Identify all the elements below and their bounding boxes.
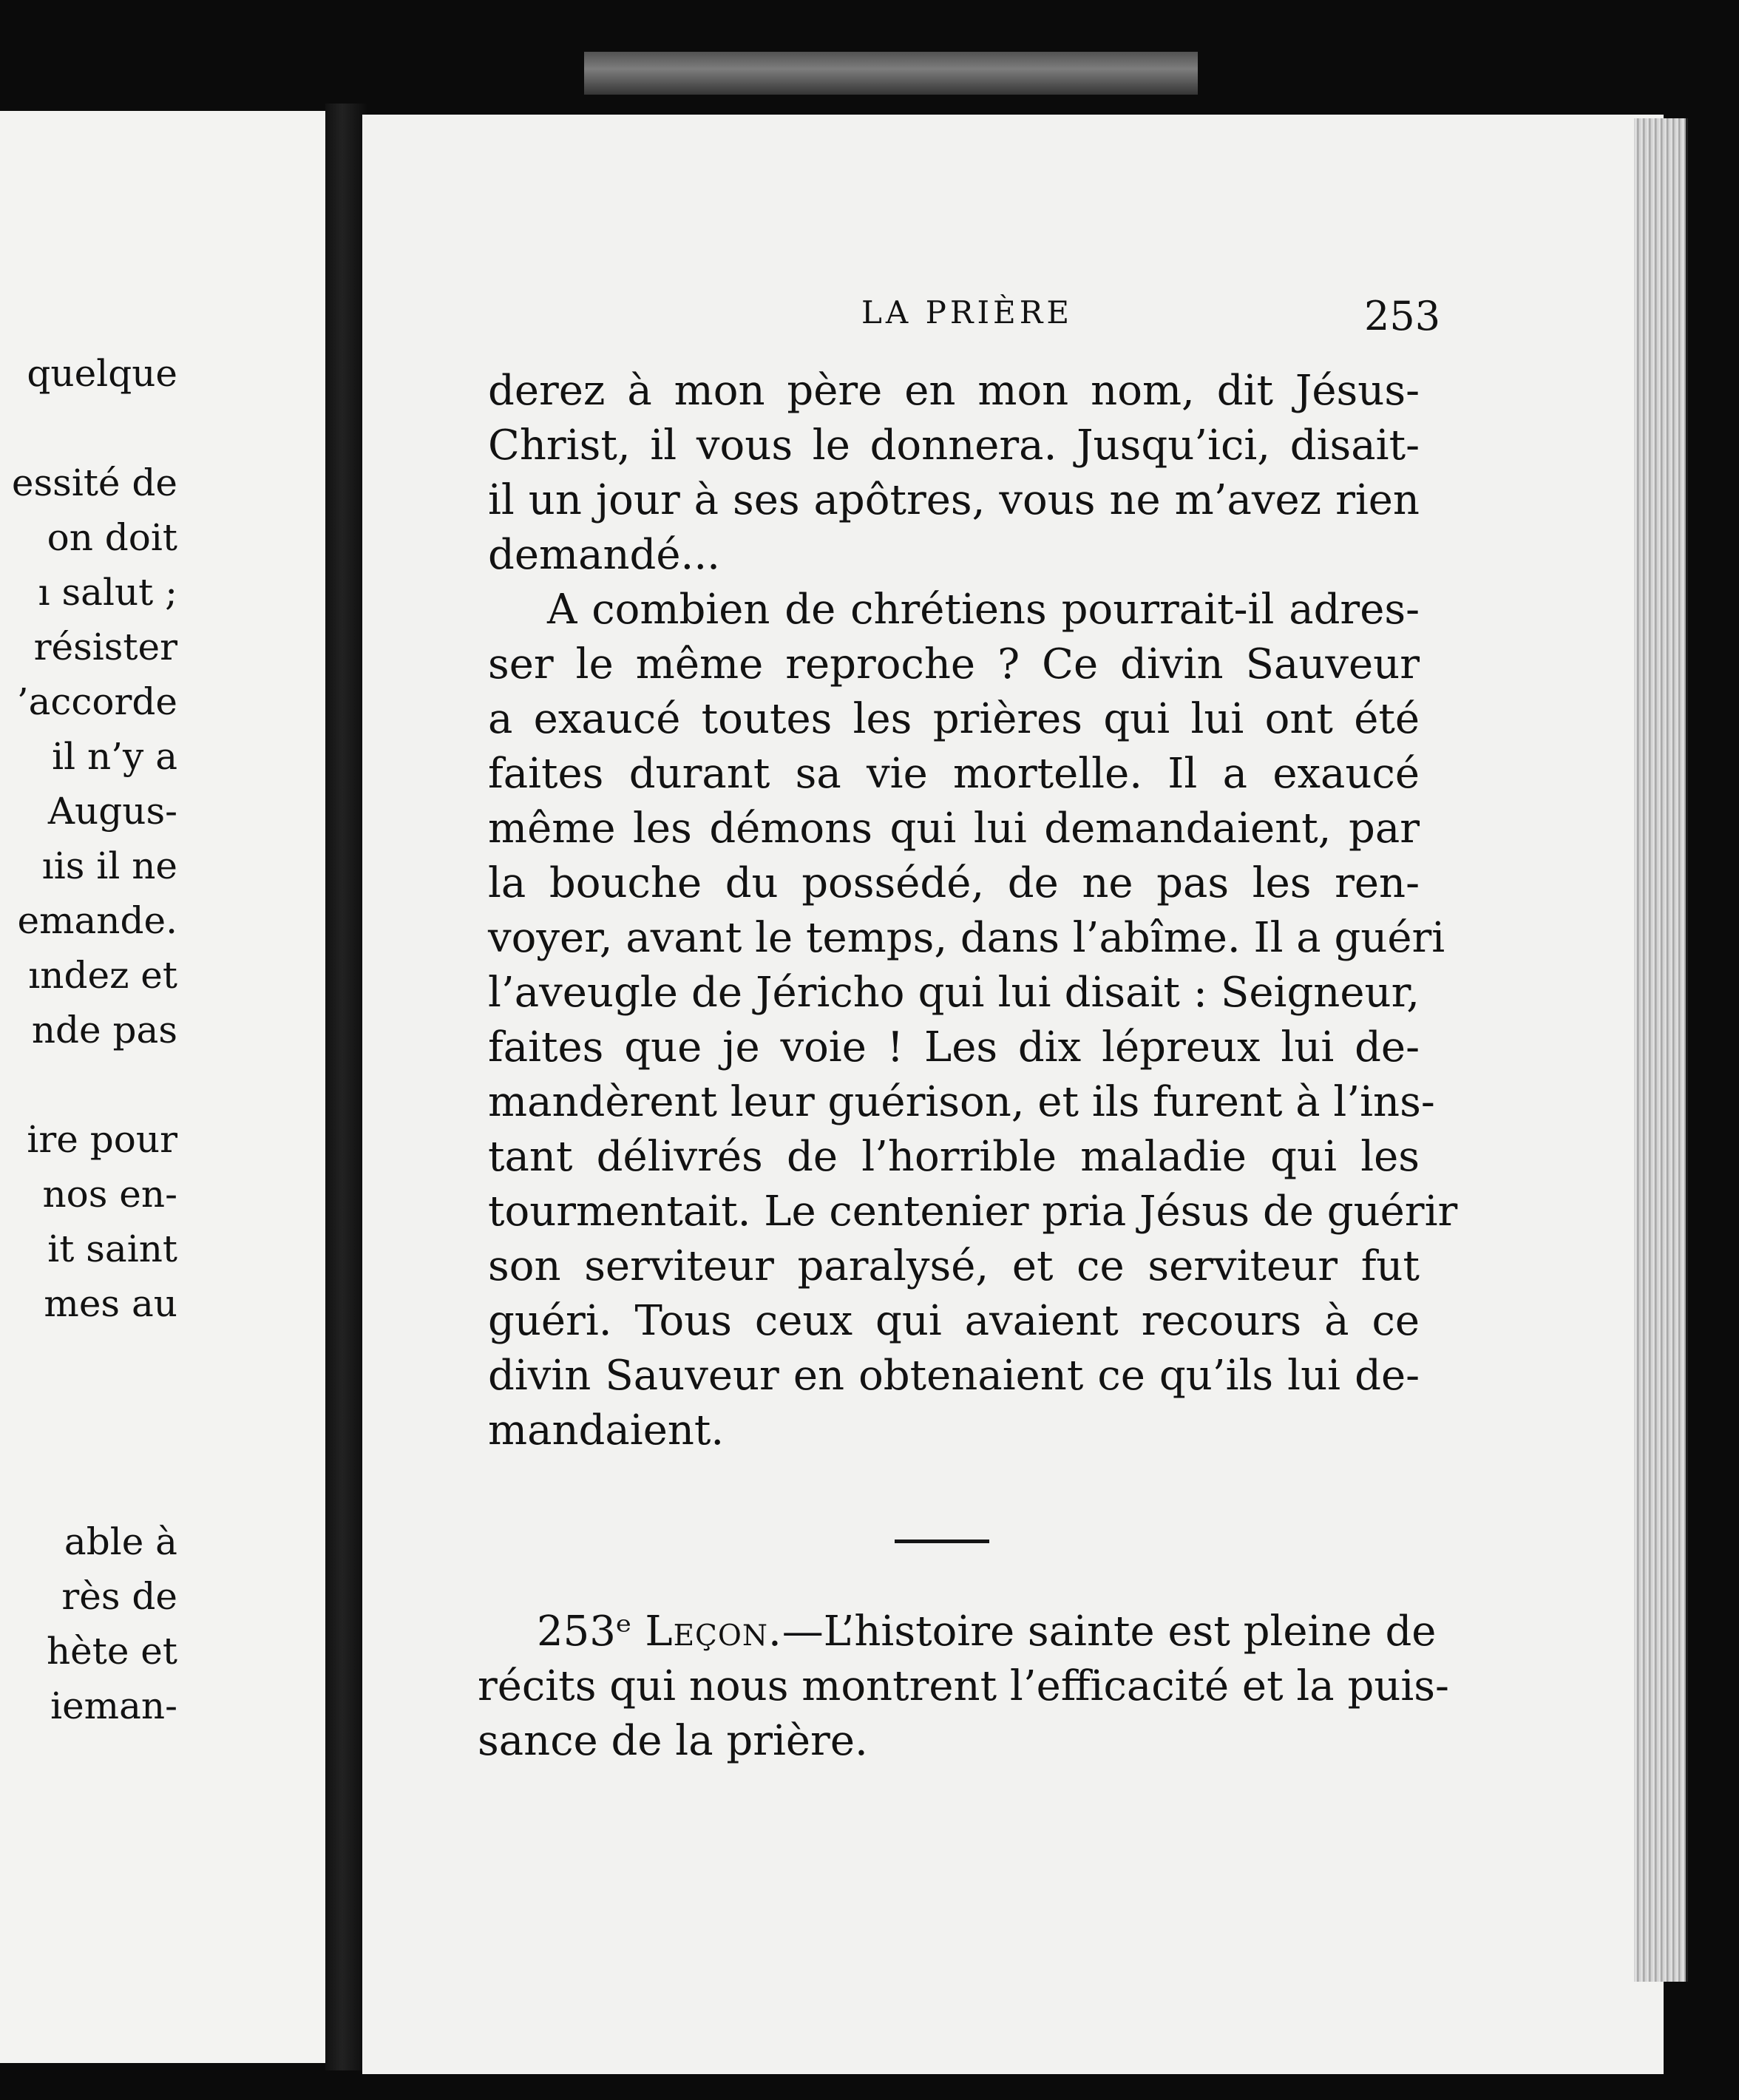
text-line: mandaient.	[488, 1406, 725, 1454]
left-page-fragment: essité de	[11, 461, 177, 504]
paragraph-2	[488, 583, 1458, 1458]
page-number: 253	[1364, 293, 1441, 339]
text-line: a exaucé toutes les prières qui lui ont été	[488, 695, 1420, 743]
left-page-fragment: ire pour	[27, 1118, 177, 1161]
text-line: —L’histoire sainte est pleine de	[782, 1608, 1437, 1656]
text-line: derez à mon père en mon nom, dit Jésus-	[488, 367, 1420, 415]
text-line: sance de la prière.	[478, 1717, 868, 1765]
left-page-fragment: ı salut ;	[38, 571, 177, 614]
text-line: Christ, il vous le donnera. Jusqu’ici, disait-	[488, 421, 1420, 470]
text-line: il un jour à ses apôtres, vous ne m’avez rien	[488, 476, 1420, 524]
left-page-fragment: il n’y a	[52, 735, 177, 778]
running-head: LA PRIÈRE	[861, 294, 1073, 331]
lesson-heading	[478, 1605, 1449, 1769]
text-line: l’aveugle de Jéricho qui lui disait : Seigneur,	[488, 969, 1420, 1017]
left-page-fragment: quelque	[27, 352, 177, 395]
left-page-fragment: résister	[33, 626, 177, 668]
text-line: guéri. Tous ceux qui avaient recours à ce	[488, 1297, 1420, 1345]
text-line: demandé...	[488, 531, 720, 579]
left-page-fragment: ındez et	[28, 954, 177, 997]
text-line: récits qui nous montrent l’efficacité et la puis-	[478, 1662, 1449, 1710]
torn-paper-strip	[584, 52, 1198, 95]
text-line: la bouche du possédé, de ne pas les ren-	[488, 859, 1420, 907]
left-page-fragment: ieman-	[50, 1684, 177, 1727]
left-page-fragment: nos en-	[42, 1173, 177, 1216]
left-page-fragment: ıis il ne	[41, 844, 177, 887]
lesson-first-line	[478, 1605, 1437, 1659]
left-page-fragment: mes au	[44, 1282, 177, 1325]
left-page-fragment: ’accorde	[16, 680, 177, 723]
text-line: son serviteur paralysé, et ce serviteur fut	[488, 1242, 1420, 1290]
section-divider	[895, 1540, 989, 1543]
text-line: voyer, avant le temps, dans l’abîme. Il a guéri	[488, 914, 1445, 962]
left-page-fragment: able à	[64, 1520, 177, 1563]
text-line: divin Sauveur en obtenaient ce qu’ils lui de-	[488, 1352, 1420, 1400]
text-line: tant délivrés de l’horrible maladie qui les	[488, 1133, 1420, 1181]
left-page	[0, 111, 328, 2063]
page-edges	[1634, 118, 1688, 1982]
lesson-label: Leçon.	[645, 1608, 782, 1656]
paragraph-1	[488, 364, 1420, 583]
text-line: A combien de chrétiens pourrait-il adres-	[547, 586, 1420, 634]
text-line: faites durant sa vie mortelle. Il a exaucé	[488, 750, 1420, 798]
left-page-fragment: nde pas	[31, 1009, 177, 1051]
left-page-fragment: it saint	[47, 1227, 177, 1270]
book-gutter	[325, 104, 367, 2070]
text-line: faites que je voie ! Les dix lépreux lui de-	[488, 1023, 1420, 1071]
text-line: même les démons qui lui demandaient, par	[488, 805, 1420, 853]
left-page-fragment: hète et	[46, 1630, 177, 1673]
lesson-number: 253ᵉ	[537, 1608, 632, 1656]
left-page-fragment: rès de	[61, 1575, 177, 1618]
text-line: mandèrent leur guérison, et ils furent à l’ins-	[488, 1078, 1435, 1126]
text-line: ser le même reproche ? Ce divin Sauveur	[488, 640, 1420, 688]
left-page-fragment: on doit	[47, 516, 177, 559]
left-page-fragment: emande.	[17, 899, 177, 942]
left-page-fragment: Augus-	[47, 790, 177, 833]
text-line: tourmentait. Le centenier pria Jésus de guérir	[488, 1188, 1458, 1236]
